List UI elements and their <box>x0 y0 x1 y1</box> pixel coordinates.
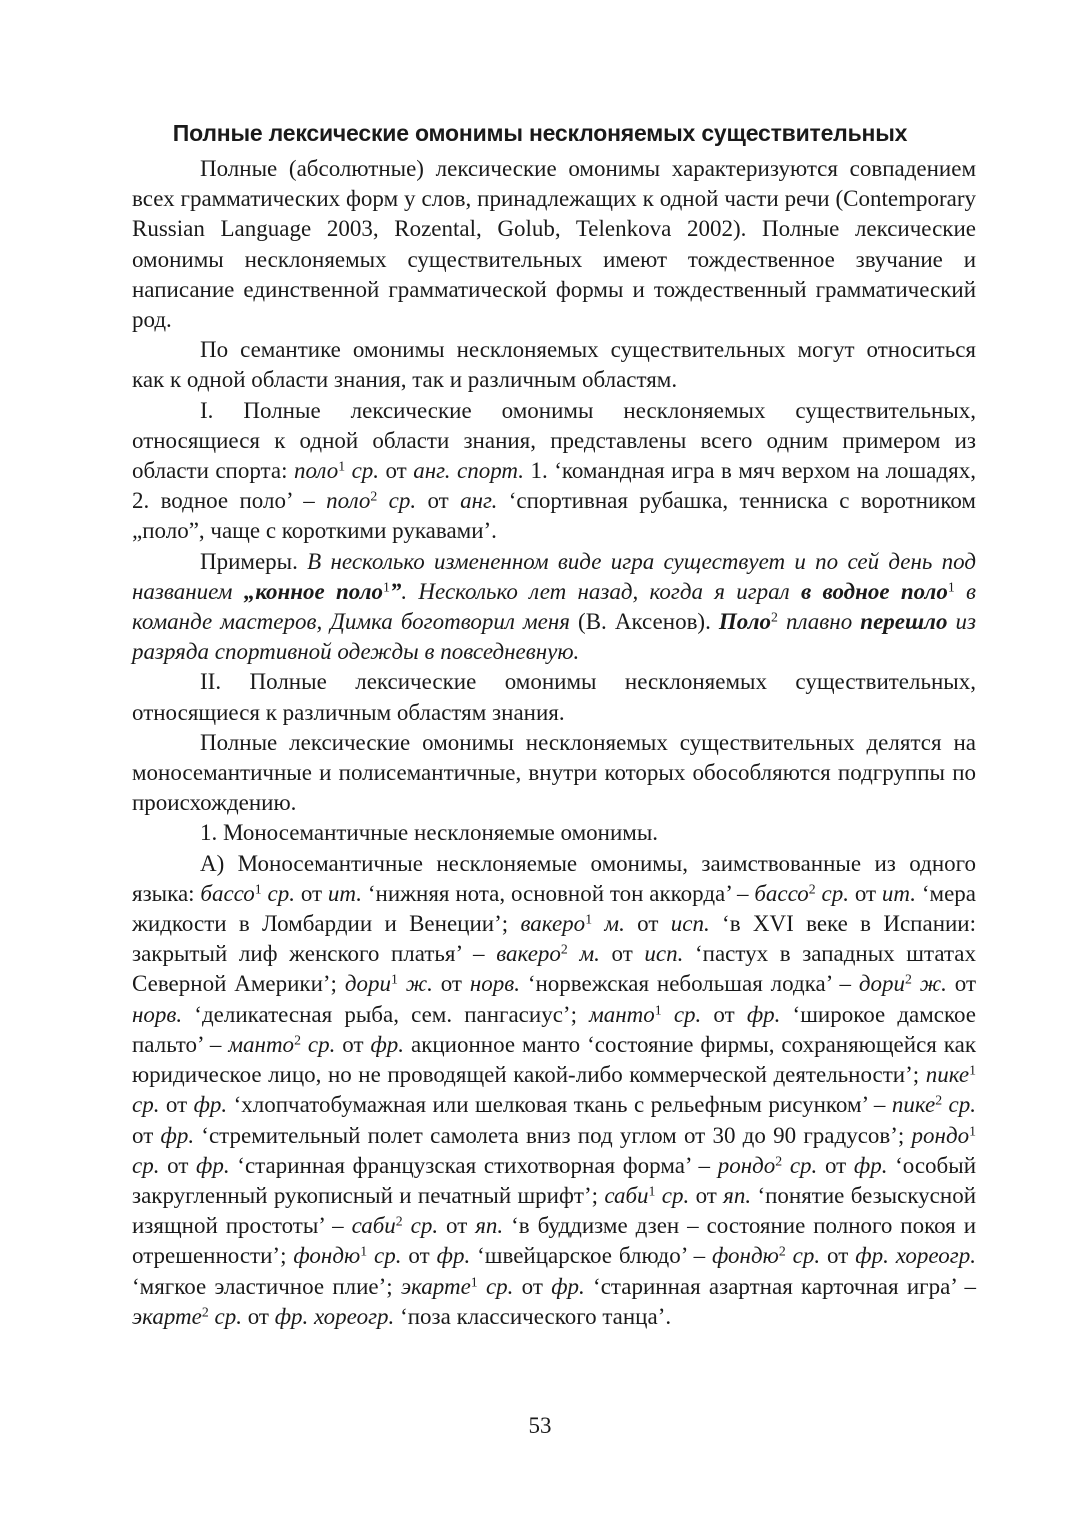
superscript-index: 1 <box>969 1062 976 1078</box>
italic-run: фр. <box>436 1243 471 1269</box>
text-run: ‘хлопчатобумажная или шелковая ткань с рельефным рисунком’ – <box>227 1092 892 1118</box>
text-run: от <box>624 911 671 937</box>
text-run: ‘спортивная рубашка, тенниска с воротником „поло”, чаще с короткими рукавами’. <box>132 488 976 544</box>
superscript-index: 1 <box>470 1273 478 1289</box>
italic-run: . Несколько лет назад, когда я играл <box>401 578 801 604</box>
text-run: от <box>335 1031 371 1057</box>
bold-italic-run: ” <box>389 578 402 604</box>
italic-run: исп. <box>670 911 710 937</box>
italic-run: фр. <box>746 1001 781 1027</box>
text-run: от <box>379 458 414 484</box>
superscript-index: 2 <box>808 881 816 897</box>
italic-run: фр. <box>551 1273 585 1299</box>
italic-run: ит. <box>327 880 363 906</box>
text-run: ‘поза классического танца’. <box>394 1303 672 1329</box>
italic-run: яп. <box>723 1182 752 1208</box>
italic-run: ср. <box>942 1092 977 1118</box>
italic-run: дори <box>344 971 391 997</box>
italic-run: саби <box>604 1182 649 1208</box>
italic-run: поло <box>293 458 339 484</box>
text-run: ‘мера жидкости в Ломбардии и Венеции’; <box>132 880 976 937</box>
text-run: Примеры. <box>200 548 308 574</box>
italic-run: фр. <box>193 1092 228 1118</box>
italic-run: анг. спорт. <box>413 458 525 484</box>
italic-run: ит. <box>881 880 917 906</box>
italic-run: фр. <box>853 1152 888 1178</box>
italic-run: фр. <box>370 1031 405 1057</box>
italic-run: вакеро <box>520 911 586 937</box>
bold-italic-run: Поло <box>718 609 772 635</box>
text-run: ‘нижняя нота, основной тон аккорда’ – <box>362 880 755 906</box>
italic-run: ср. <box>785 1243 821 1269</box>
bold-italic-run: в водное поло <box>800 578 948 604</box>
text-run: По семантике омонимы несклоняемых существительных могут относиться как к одной области знания, так и различным областям. <box>132 337 976 393</box>
italic-run: саби <box>351 1213 396 1239</box>
italic-run: манто <box>589 1001 655 1027</box>
italic-run: манто <box>228 1031 295 1057</box>
italic-run: В несколько измененном виде игра существует и по сей день под названием <box>132 548 976 604</box>
italic-run: экарте <box>400 1273 471 1299</box>
italic-run: в команде мастеров, Димка боготворил меня <box>132 578 976 635</box>
italic-run: фр. хореогр. <box>855 1243 977 1269</box>
italic-run: ср. <box>208 1303 242 1329</box>
superscript-index: 1 <box>654 1002 662 1018</box>
text-run: II. Полные лексические омонимы несклоняемых существительных, относящиеся к различным областям знания. <box>132 669 976 725</box>
italic-run: плавно <box>777 609 861 635</box>
text-run: ‘деликатесная рыба, сем. пангасиус’; <box>182 1001 590 1027</box>
superscript-index: 1 <box>585 911 593 927</box>
italic-run: поло <box>326 488 371 514</box>
superscript-index: 2 <box>294 1032 301 1048</box>
text-run: (В. Аксенов). <box>569 609 719 635</box>
text-run: Полные (абсолютные) лексические омонимы характеризуются совпадением всех грамматических форм у слов, принадлежащих к одной части речи (Contemporary Russian Language 2003, Rozental, Golub, Telenkova 2002). Полные лексические омонимы несклоняемых существительных имеют тождественное звучание и написание единственной грамматической формы и тождественный грамматический род. <box>132 156 976 333</box>
italic-run: фр. хореогр. <box>274 1303 395 1329</box>
text-run: А) Моносемантичные несклоняемые омонимы, заимствованные из одного языка: <box>132 850 976 906</box>
italic-run: ср. <box>132 1092 160 1118</box>
text-run: ‘в XVI веке в Испании: закрытый лиф женского платья’ – <box>132 911 977 967</box>
italic-run: ср. <box>477 1273 514 1299</box>
paragraph <box>132 728 976 819</box>
superscript-index: 2 <box>395 1213 403 1229</box>
text-run: ‘норвежская небольшая лодка’ – <box>519 971 859 997</box>
text-run: от <box>946 971 976 997</box>
text-run: от <box>401 1243 437 1269</box>
text-run: 1. ‘командная игра в мяч верхом на лошадях, 2. водное поло’ – <box>132 458 977 514</box>
italic-run: пике <box>925 1062 970 1088</box>
superscript-index: 2 <box>775 1153 783 1169</box>
superscript-index: 1 <box>254 881 262 897</box>
body-text <box>132 154 976 1332</box>
text-run: от <box>159 1092 194 1118</box>
text-run: от <box>432 971 470 997</box>
paragraph <box>132 396 976 547</box>
paragraph <box>132 335 976 395</box>
text-run: I. Полные лексические омонимы несклоняемых существительных, относящиеся к одной области знания, представлены всего одним примером из области спорта: <box>132 397 976 484</box>
italic-run: норв. <box>132 1001 183 1027</box>
superscript-index: 2 <box>904 971 912 987</box>
superscript-index: 2 <box>771 609 778 625</box>
italic-run: ср. <box>367 1243 402 1269</box>
italic-run: из разряда спортивной одежды в повседневную. <box>132 609 976 665</box>
text-run: ‘особый закругленный рукописный и печатный шрифт’; <box>132 1152 977 1208</box>
superscript-index: 2 <box>935 1092 943 1108</box>
italic-run: фр. <box>196 1152 230 1178</box>
italic-run: м. <box>567 941 600 967</box>
text-run: 1. Моносемантичные несклоняемые омонимы. <box>200 820 659 846</box>
text-run: от <box>689 1182 724 1208</box>
text-run: от <box>848 880 882 906</box>
text-run: ‘широкое дамское пальто’ – <box>132 1001 977 1057</box>
italic-run: экарте <box>132 1303 202 1329</box>
text-run: ‘мягкое эластичное плие’; <box>132 1273 401 1299</box>
superscript-index: 1 <box>947 579 955 595</box>
italic-run: яп. <box>475 1213 504 1239</box>
text-run: от <box>416 488 461 514</box>
italic-run: рондо <box>717 1152 776 1178</box>
text-run: Полные лексические омонимы несклоняемых существительных делятся на моносемантичные и полисемантичные, внутри которых обособляются подгруппы по происхождению. <box>132 729 976 816</box>
italic-run: ср. <box>815 880 849 906</box>
superscript-index: 2 <box>778 1243 786 1259</box>
italic-run: ср. <box>402 1213 439 1239</box>
text-run: от <box>132 1122 161 1148</box>
text-run: ‘стремительный полет самолета вниз под углом от 30 до 90 градусов’; <box>194 1122 912 1148</box>
text-run: от <box>599 941 645 967</box>
superscript-index: 2 <box>560 941 568 957</box>
italic-run: ср. <box>377 488 417 514</box>
italic-run: фондю <box>293 1243 361 1269</box>
text-run: от <box>513 1273 552 1299</box>
italic-run: бассо <box>200 880 255 906</box>
text-run: акционное манто ‘состояние фирмы, сохраняющейся как юридическое лицо, но не проводящей какой-либо коммерческой деятельности’; <box>132 1031 976 1088</box>
superscript-index: 1 <box>390 971 398 987</box>
text-run: от <box>159 1152 197 1178</box>
text-run: ‘понятие безыскусной изящной простоты’ – <box>132 1182 977 1239</box>
italic-run: ср. <box>782 1152 818 1178</box>
italic-run: ср. <box>661 1001 702 1027</box>
italic-run: дори <box>858 971 905 997</box>
italic-run: ср. <box>655 1182 690 1208</box>
bold-italic-run: „конное поло <box>243 578 384 604</box>
italic-run: анг. <box>460 488 498 514</box>
superscript-index: 1 <box>383 579 390 595</box>
paragraph <box>132 849 976 1332</box>
italic-run: ср. <box>345 458 380 484</box>
text-run: ‘швейцарское блюдо’ – <box>470 1243 713 1269</box>
text-run: от <box>241 1303 275 1329</box>
section-heading: Полные лексические омонимы несклоняемых существительных <box>172 120 908 146</box>
text-run: ‘пастух в западных штатах Северной Америки’; <box>132 941 977 997</box>
italic-run: исп. <box>644 941 684 967</box>
superscript-index: 2 <box>201 1304 209 1320</box>
page-number: 53 <box>528 1413 552 1438</box>
superscript-index: 1 <box>648 1183 656 1199</box>
text-run: от <box>438 1213 476 1239</box>
paragraph <box>132 667 976 727</box>
bold-italic-run: перешло <box>860 609 948 635</box>
italic-run: фондю <box>712 1243 779 1269</box>
italic-run: ср. <box>300 1031 336 1057</box>
italic-run: пике <box>891 1092 936 1118</box>
paragraph <box>132 154 976 335</box>
text-run: от <box>701 1001 747 1027</box>
text-run: ‘в буддизме дзен – состояние полного покоя и отрешенности’; <box>132 1213 977 1269</box>
italic-run: ср. <box>261 880 295 906</box>
italic-run: ж. <box>397 971 433 997</box>
italic-run: бассо <box>754 880 809 906</box>
superscript-index: 1 <box>969 1122 976 1138</box>
italic-run: ж. <box>911 971 947 997</box>
superscript-index: 2 <box>370 488 378 504</box>
paragraph <box>132 818 976 848</box>
text-run: от <box>817 1152 854 1178</box>
italic-run: вакеро <box>496 941 561 967</box>
italic-run: фр. <box>160 1122 195 1148</box>
text-run: ‘старинная азартная карточная игра’ – <box>584 1273 976 1299</box>
text-run: от <box>820 1243 856 1269</box>
text-run: от <box>295 880 328 906</box>
superscript-index: 1 <box>360 1243 368 1259</box>
text-run: ‘старинная французская стихотворная форма’ – <box>229 1152 718 1178</box>
italic-run: ср. <box>132 1152 160 1178</box>
paragraph <box>132 547 976 668</box>
superscript-index: 1 <box>338 458 346 474</box>
italic-run: норв. <box>469 971 520 997</box>
italic-run: рондо <box>911 1122 970 1148</box>
italic-run: м. <box>592 911 625 937</box>
